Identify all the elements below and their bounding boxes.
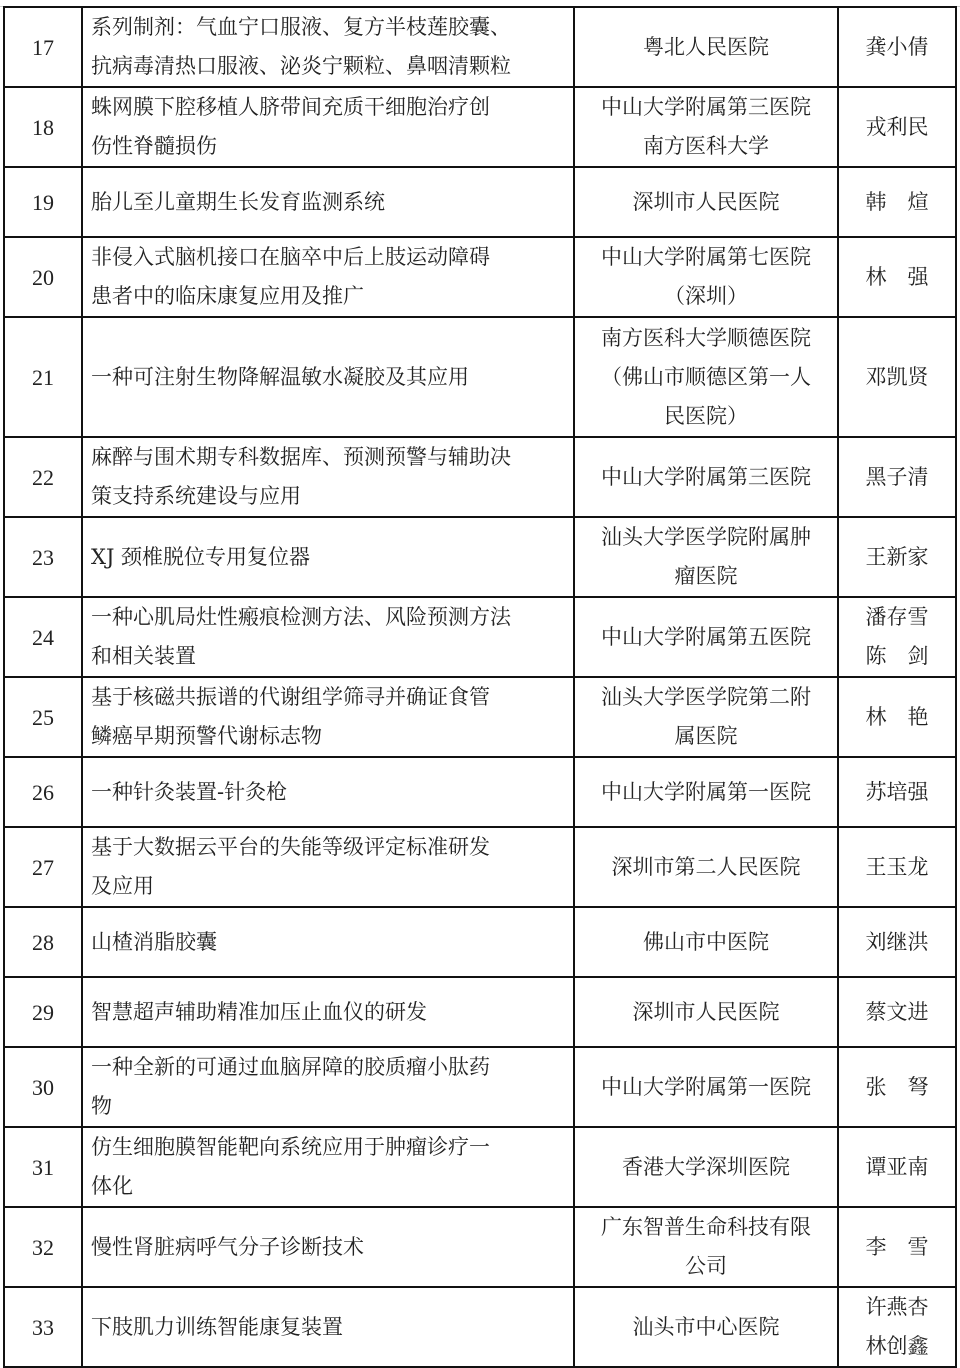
person-name-cell [838, 317, 956, 437]
row-number-cell [4, 597, 82, 677]
person-name-cell [838, 1127, 956, 1207]
row-number-cell [4, 437, 82, 517]
person-name-cell [838, 977, 956, 1047]
person-name: 许燕杏 林创鑫 [865, 1295, 929, 1358]
project-title: 智慧超声辅助精准加压止血仪的研发 [91, 999, 427, 1024]
person-name: 张 弩 [865, 1074, 929, 1099]
person-name: 林 艳 [865, 704, 929, 729]
person-name: 王新家 [865, 544, 929, 569]
project-title: 山楂消脂胶囊 [91, 929, 217, 954]
table-row [4, 1287, 956, 1367]
person-name: 戎利民 [865, 114, 929, 139]
person-name-cell [838, 1287, 956, 1367]
table-row [4, 1127, 956, 1207]
organization: 香港大学深圳医院 [622, 1154, 790, 1179]
organization: 中山大学附属第一医院 [601, 779, 811, 804]
organization: 粤北人民医院 [643, 34, 769, 59]
row-number: 17 [32, 34, 54, 60]
person-name: 龚小倩 [865, 34, 929, 59]
table-row [4, 1207, 956, 1287]
row-number-cell [4, 7, 82, 87]
organization: 深圳市第二人民医院 [611, 854, 801, 879]
row-number-cell [4, 1127, 82, 1207]
project-title: 一种针灸装置-针灸枪 [91, 779, 288, 804]
project-table [3, 6, 957, 1368]
organization: 中山大学附属第三医院 [601, 464, 811, 489]
project-title-cell [82, 87, 574, 167]
organization: 广东智普生命科技有限 公司 [601, 1215, 811, 1278]
row-number: 31 [32, 1154, 54, 1180]
organization: 中山大学附属第七医院 （深圳） [601, 245, 811, 308]
organization: 深圳市人民医院 [632, 999, 780, 1024]
organization-cell [574, 1127, 838, 1207]
person-name-cell [838, 757, 956, 827]
table-row [4, 7, 956, 87]
organization-cell [574, 167, 838, 237]
organization: 中山大学附属第一医院 [601, 1074, 811, 1099]
person-name-cell [838, 7, 956, 87]
person-name-cell [838, 517, 956, 597]
project-title-cell [82, 757, 574, 827]
row-number-cell [4, 977, 82, 1047]
organization-cell [574, 907, 838, 977]
person-name: 邓凯贤 [865, 364, 929, 389]
table-row [4, 87, 956, 167]
table-row [4, 827, 956, 907]
row-number: 20 [32, 264, 54, 290]
person-name-cell [838, 677, 956, 757]
organization-cell [574, 317, 838, 437]
organization-cell [574, 757, 838, 827]
row-number-cell [4, 677, 82, 757]
row-number: 29 [32, 999, 54, 1025]
project-title: 一种全新的可通过血脑屏障的胶质瘤小肽药 物 [91, 1055, 490, 1118]
person-name: 韩 煊 [865, 189, 929, 214]
project-title-cell [82, 597, 574, 677]
project-title: 慢性肾脏病呼气分子诊断技术 [91, 1234, 364, 1259]
organization: 汕头大学医学院附属肿 瘤医院 [601, 525, 811, 588]
organization: 汕头市中心医院 [632, 1314, 780, 1339]
row-number: 22 [32, 464, 54, 490]
row-number-cell [4, 907, 82, 977]
table-row [4, 677, 956, 757]
organization-cell [574, 1047, 838, 1127]
organization-cell [574, 1287, 838, 1367]
person-name-cell [838, 437, 956, 517]
person-name-cell [838, 907, 956, 977]
row-number: 28 [32, 929, 54, 955]
row-number-cell [4, 237, 82, 317]
table-row [4, 437, 956, 517]
table-row [4, 757, 956, 827]
row-number-cell [4, 317, 82, 437]
row-number-cell [4, 1207, 82, 1287]
person-name: 黑子清 [865, 464, 929, 489]
table-row [4, 167, 956, 237]
project-title-cell [82, 237, 574, 317]
organization: 深圳市人民医院 [632, 189, 780, 214]
table-row [4, 597, 956, 677]
row-number-cell [4, 827, 82, 907]
row-number: 26 [32, 779, 54, 805]
project-title: 胎儿至儿童期生长发育监测系统 [91, 189, 385, 214]
row-number: 24 [32, 624, 54, 650]
project-title: 基于核磁共振谱的代谢组学筛寻并确证食管 鳞癌早期预警代谢标志物 [91, 685, 490, 748]
project-title: 一种可注射生物降解温敏水凝胶及其应用 [91, 364, 469, 389]
project-title-cell [82, 7, 574, 87]
organization-cell [574, 827, 838, 907]
project-title-cell [82, 977, 574, 1047]
person-name: 李 雪 [865, 1234, 929, 1259]
table-row [4, 1047, 956, 1127]
organization: 中山大学附属第三医院 南方医科大学 [601, 95, 811, 158]
person-name-cell [838, 87, 956, 167]
project-title-cell [82, 677, 574, 757]
row-number: 30 [32, 1074, 54, 1100]
organization: 佛山市中医院 [643, 929, 769, 954]
organization-cell [574, 517, 838, 597]
organization: 南方医科大学顺德医院 （佛山市顺德区第一人 民医院） [601, 325, 811, 428]
person-name-cell [838, 1047, 956, 1127]
project-title: 麻醉与围术期专科数据库、预测预警与辅助决 策支持系统建设与应用 [91, 445, 511, 508]
project-title-cell [82, 437, 574, 517]
person-name: 蔡文进 [865, 999, 929, 1024]
row-number: 33 [32, 1314, 54, 1340]
person-name-cell [838, 237, 956, 317]
organization-cell [574, 437, 838, 517]
project-title: 一种心肌局灶性瘢痕检测方法、风险预测方法 和相关装置 [91, 605, 511, 668]
table-row [4, 907, 956, 977]
person-name-cell [838, 167, 956, 237]
project-title-cell [82, 317, 574, 437]
row-number-cell [4, 1287, 82, 1367]
organization-cell [574, 7, 838, 87]
organization-cell [574, 87, 838, 167]
organization-cell [574, 1207, 838, 1287]
table-row [4, 317, 956, 437]
organization-cell [574, 237, 838, 317]
project-title: 下肢肌力训练智能康复装置 [91, 1314, 343, 1339]
row-number: 25 [32, 704, 54, 730]
organization-cell [574, 977, 838, 1047]
person-name: 王玉龙 [865, 854, 929, 879]
person-name-cell [838, 597, 956, 677]
project-title-cell [82, 907, 574, 977]
person-name: 潘存雪 陈 剑 [865, 605, 929, 668]
project-title: 蛛网膜下腔移植人脐带间充质干细胞治疗创 伤性脊髓损伤 [91, 95, 490, 158]
row-number-cell [4, 87, 82, 167]
person-name: 苏培强 [865, 779, 929, 804]
project-title-cell [82, 1207, 574, 1287]
person-name: 刘继洪 [865, 929, 929, 954]
person-name-cell [838, 827, 956, 907]
row-number: 19 [32, 189, 54, 215]
organization: 汕头大学医学院第二附 属医院 [601, 685, 811, 748]
table-row [4, 237, 956, 317]
row-number: 27 [32, 854, 54, 880]
project-title: 系列制剂：气血宁口服液、复方半枝莲胶囊、 抗病毒清热口服液、泌炎宁颗粒、鼻咽清颗粒 [91, 15, 511, 78]
table-row [4, 517, 956, 597]
row-number: 23 [32, 544, 54, 570]
row-number: 21 [32, 364, 54, 390]
organization-cell [574, 597, 838, 677]
person-name-cell [838, 1207, 956, 1287]
row-number: 18 [32, 114, 54, 140]
project-title-cell [82, 827, 574, 907]
row-number-cell [4, 757, 82, 827]
project-title-cell [82, 1047, 574, 1127]
project-title-cell [82, 167, 574, 237]
organization-cell [574, 677, 838, 757]
project-title: 仿生细胞膜智能靶向系统应用于肿瘤诊疗一 体化 [91, 1135, 490, 1198]
row-number: 32 [32, 1234, 54, 1260]
project-title: 非侵入式脑机接口在脑卒中后上肢运动障碍 患者中的临床康复应用及推广 [91, 245, 490, 308]
row-number-cell [4, 517, 82, 597]
row-number-cell [4, 167, 82, 237]
project-title: 基于大数据云平台的失能等级评定标准研发 及应用 [91, 835, 490, 898]
organization: 中山大学附属第五医院 [601, 624, 811, 649]
person-name: 林 强 [865, 264, 929, 289]
project-title-cell [82, 517, 574, 597]
table-row [4, 977, 956, 1047]
project-title-cell [82, 1287, 574, 1367]
row-number-cell [4, 1047, 82, 1127]
person-name: 谭亚南 [865, 1154, 929, 1179]
project-title-cell [82, 1127, 574, 1207]
project-title: XJ 颈椎脱位专用复位器 [91, 544, 311, 569]
